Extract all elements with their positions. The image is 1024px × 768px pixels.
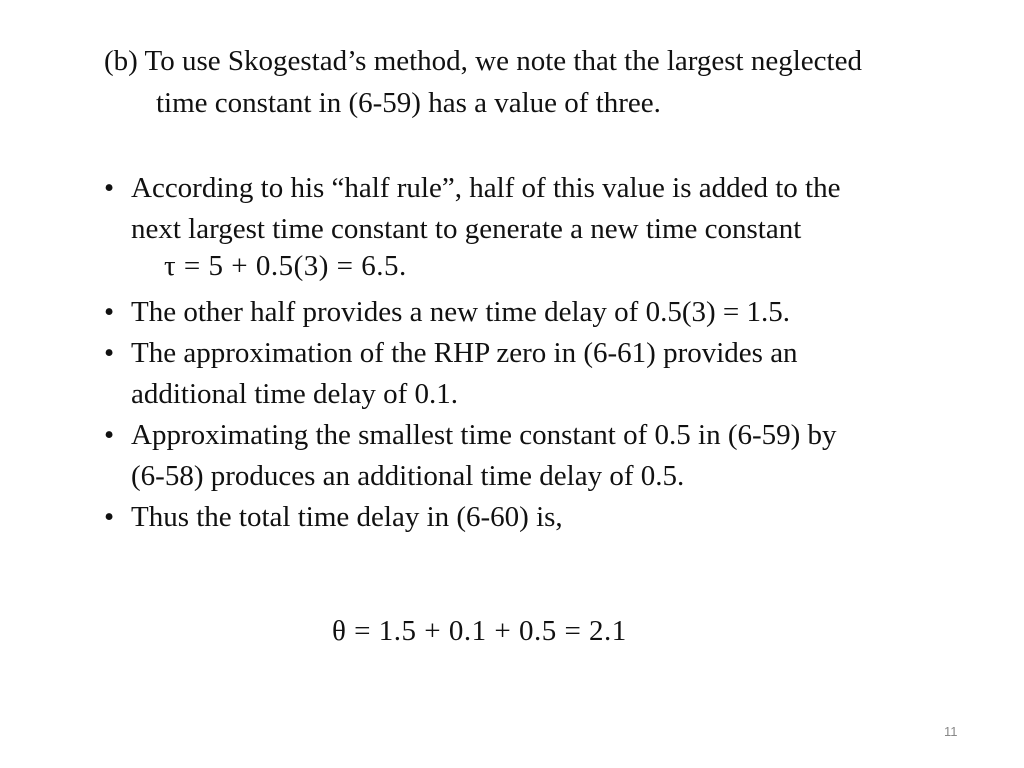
page-number: 11 — [944, 724, 958, 739]
bullet-icon: • — [104, 296, 115, 328]
bullet-icon: • — [104, 172, 115, 204]
bullet-half-rule — [104, 168, 1004, 250]
intro-line-2: time constant in (6-59) has a value of three. — [156, 87, 661, 119]
bullet-smallest-constant — [104, 415, 1004, 497]
bullet-icon: • — [104, 419, 115, 451]
bullet-icon: • — [104, 501, 115, 533]
intro-line-1: (b) To use Skogestad’s method, we note that the largest neglected — [104, 45, 862, 77]
intro-paragraph — [104, 40, 1004, 124]
bullet-line: Approximating the smallest time constant of 0.5 in (6-59) by — [131, 419, 837, 451]
bullet-icon: • — [104, 337, 115, 369]
bullet-line: next largest time constant to generate a new time constant — [131, 213, 802, 245]
bullet-total-delay — [104, 497, 1004, 538]
bullet-line: Thus the total time delay in (6-60) is, — [131, 501, 563, 533]
equation-tau: τ = 5 + 0.5(3) = 6.5. — [164, 250, 407, 282]
bullet-rhp-zero — [104, 333, 1004, 415]
bullet-line: The other half provides a new time delay of 0.5(3) = 1.5. — [131, 296, 790, 328]
equation-theta: θ = 1.5 + 0.1 + 0.5 = 2.1 — [332, 615, 627, 647]
bullet-line: (6-58) produces an additional time delay of 0.5. — [131, 460, 685, 492]
bullet-other-half — [104, 292, 1004, 333]
bullet-line: additional time delay of 0.1. — [131, 378, 458, 410]
bullet-line: According to his “half rule”, half of this value is added to the — [131, 172, 841, 204]
bullet-line: The approximation of the RHP zero in (6-61) provides an — [131, 337, 798, 369]
